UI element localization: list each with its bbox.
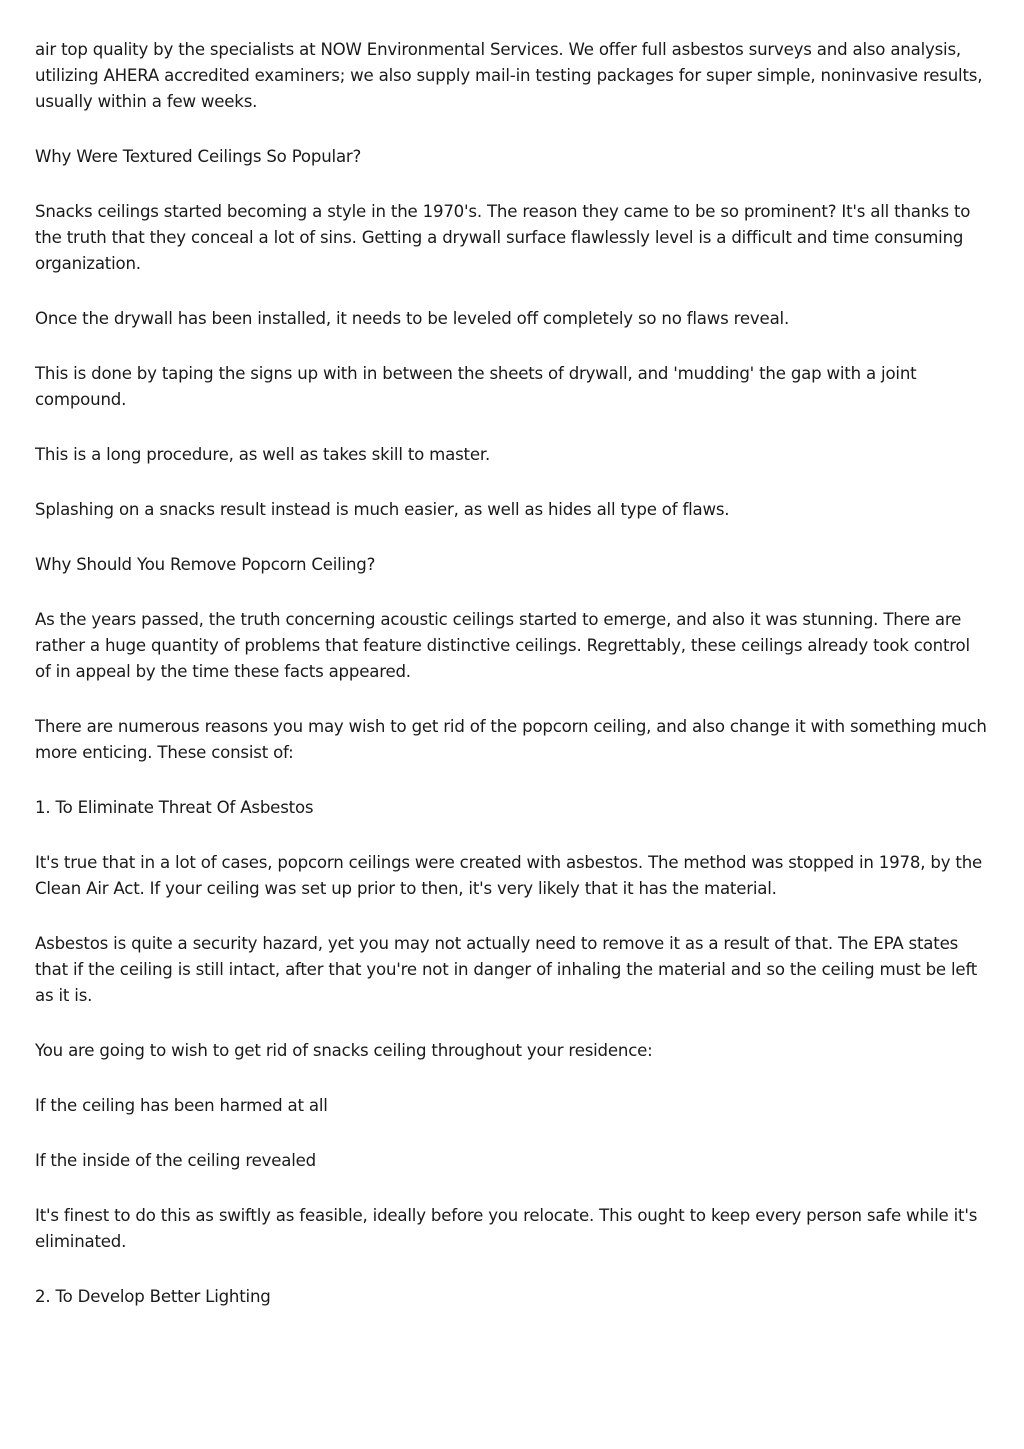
body-paragraph: Splashing on a snacks result instead is much easier, as well as hides all type of flaws.	[35, 500, 730, 519]
section-heading: Why Were Textured Ceilings So Popular?	[35, 147, 362, 166]
list-heading: 1. To Eliminate Threat Of Asbestos	[35, 798, 314, 817]
body-paragraph: There are numerous reasons you may wish to get rid of the popcorn ceiling, and also change it with something much more enticing. These consist of:	[35, 717, 987, 762]
body-paragraph: This is a long procedure, as well as takes skill to master.	[35, 445, 491, 464]
body-paragraph: Asbestos is quite a security hazard, yet you may not actually need to remove it as a result of that. The EPA states that if the ceiling is still intact, after that you're not in danger of inhaling the material and so the ceiling must be left as it is.	[35, 934, 978, 1005]
body-paragraph: It's true that in a lot of cases, popcorn ceilings were created with asbestos. The method was stopped in 1978, by the Clean Air Act. If your ceiling was set up prior to then, it's very likely that it has the material.	[35, 853, 983, 898]
document-page	[35, 37, 990, 1339]
section-heading: Why Should You Remove Popcorn Ceiling?	[35, 555, 376, 574]
body-paragraph: You are going to wish to get rid of snacks ceiling throughout your residence:	[35, 1041, 653, 1060]
body-paragraph: This is done by taping the signs up with in between the sheets of drywall, and 'mudding' the gap with a joint compound.	[35, 364, 917, 409]
list-heading: 2. To Develop Better Lighting	[35, 1287, 271, 1306]
body-paragraph: It's finest to do this as swiftly as feasible, ideally before you relocate. This ought to keep every person safe while it's eliminated.	[35, 1206, 978, 1251]
list-item: If the inside of the ceiling revealed	[35, 1151, 316, 1170]
body-paragraph: As the years passed, the truth concerning acoustic ceilings started to emerge, and also it was stunning. There are rather a huge quantity of problems that feature distinctive ceilings. Regrettably, these ceilings already took control of in appeal by the time these facts appeared.	[35, 610, 970, 681]
intro-paragraph: air top quality by the specialists at NOW Environmental Services. We offer full asbestos surveys and also analysis, utilizing AHERA accredited examiners; we also supply mail-in testing packages for super simple, noninvasive results, usually within a few weeks.	[35, 40, 983, 111]
body-paragraph: Snacks ceilings started becoming a style in the 1970's. The reason they came to be so prominent? It's all thanks to the truth that they conceal a lot of sins. Getting a drywall surface flawlessly level is a difficult and time consuming organization.	[35, 202, 971, 273]
body-paragraph: Once the drywall has been installed, it needs to be leveled off completely so no flaws reveal.	[35, 309, 790, 328]
list-item: If the ceiling has been harmed at all	[35, 1096, 328, 1115]
